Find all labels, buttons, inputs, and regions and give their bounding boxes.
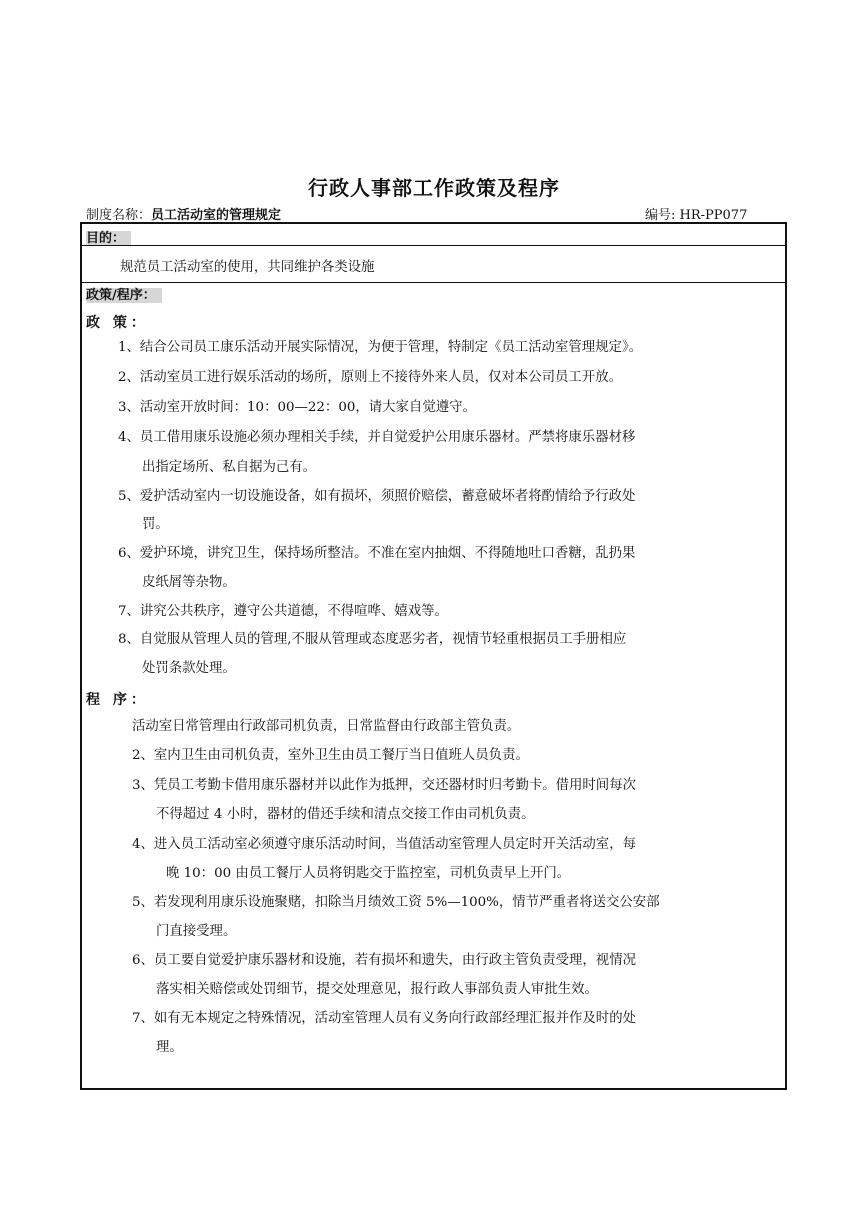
policy-line: 7、讲究公共秩序，遵守公共道德，不得喧哗、嬉戏等。 [118, 604, 448, 619]
policy-line: 1、结合公司员工康乐活动开展实际情况，为便于管理，特制定《员工活动室管理规定》。 [118, 340, 643, 355]
procedure-line: 7、如有无本规定之特殊情况，活动室管理人员有义务向行政部经理汇报并作及时的处 [132, 1011, 636, 1026]
divider [82, 282, 785, 283]
procedure-line: 5、若发现利用康乐设施聚赌，扣除当月绩效工资 5%—100%，情节严重者将送交公安部 [132, 895, 660, 910]
policy-form [80, 222, 787, 1090]
policy-line: 6、爱护环境，讲究卫生，保持场所整洁。不准在室内抽烟、不得随地吐口香糖，乱扔果 [118, 546, 636, 561]
procedure-line: 门直接受理。 [156, 924, 237, 939]
policy-line: 皮纸屑等杂物。 [142, 575, 236, 590]
policy-name-label: 制度名称： [86, 208, 152, 223]
procedure-line: 6、员工要自觉爱护康乐器材和设施，若有损坏和遗失，由行政主管负责受理，视情况 [132, 953, 636, 968]
procedure-section-label: 程 序： [86, 692, 149, 708]
divider [82, 245, 785, 246]
policy-line: 2、活动室员工进行娱乐活动的场所，原则上不接待外来人员，仅对本公司员工开放。 [118, 370, 622, 385]
policy-line: 处罚条款处理。 [142, 661, 236, 676]
procedure-line: 3、凭员工考勤卡借用康乐器材并以此作为抵押，交还器材时归考勤卡。借用时间每次 [132, 778, 636, 793]
purpose-text: 规范员工活动室的使用，共同维护各类设施 [120, 260, 375, 275]
procedure-line: 不得超过 4 小时，器材的借还手续和清点交接工作由司机负责。 [156, 807, 535, 822]
procedure-line: 2、室内卫生由司机负责，室外卫生由员工餐厅当日值班人员负责。 [132, 748, 529, 763]
policy-line: 出指定场所、私自据为己有。 [142, 460, 317, 475]
procedure-line: 晚 10：00 由员工餐厅人员将钥匙交于监控室，司机负责早上开门。 [166, 866, 571, 881]
procedure-line: 4、进入员工活动室必须遵守康乐活动时间，当值活动室管理人员定时开关活动室，每 [132, 837, 636, 852]
policy-name [86, 204, 281, 223]
document-title: 行政人事部工作政策及程序 [308, 176, 560, 200]
procedure-line: 活动室日常管理由行政部司机负责，日常监督由行政部主管负责。 [132, 719, 521, 734]
procedure-line: 理。 [156, 1040, 183, 1055]
policy-section-label: 政 策： [86, 315, 149, 331]
policy-line: 4、员工借用康乐设施必须办理相关手续，并自觉爱护公用康乐器材。严禁将康乐器材移 [118, 430, 636, 445]
policy-name-value: 员工活动室的管理规定 [151, 208, 282, 223]
policy-line: 5、爱护活动室内一切设施设备，如有损坏，须照价赔偿，蓄意破坏者将酌情给予行政处 [118, 489, 636, 504]
procedure-line: 落实相关赔偿或处罚细节，提交处理意见，报行政人事部负责人审批生效。 [156, 982, 598, 997]
purpose-label: 目的： [86, 227, 131, 246]
policy-line: 3、活动室开放时间：10：00—22：00，请大家自觉遵守。 [118, 400, 476, 415]
document-number: 编号: HR-PP077 [645, 208, 748, 223]
policy-line: 罚。 [142, 517, 169, 532]
policy-line: 8、自觉服从管理人员的管理,不服从管理或态度恶劣者，视情节轻重根据员工手册相应 [118, 632, 627, 647]
policy-procedure-label: 政策/程序： [86, 284, 162, 303]
